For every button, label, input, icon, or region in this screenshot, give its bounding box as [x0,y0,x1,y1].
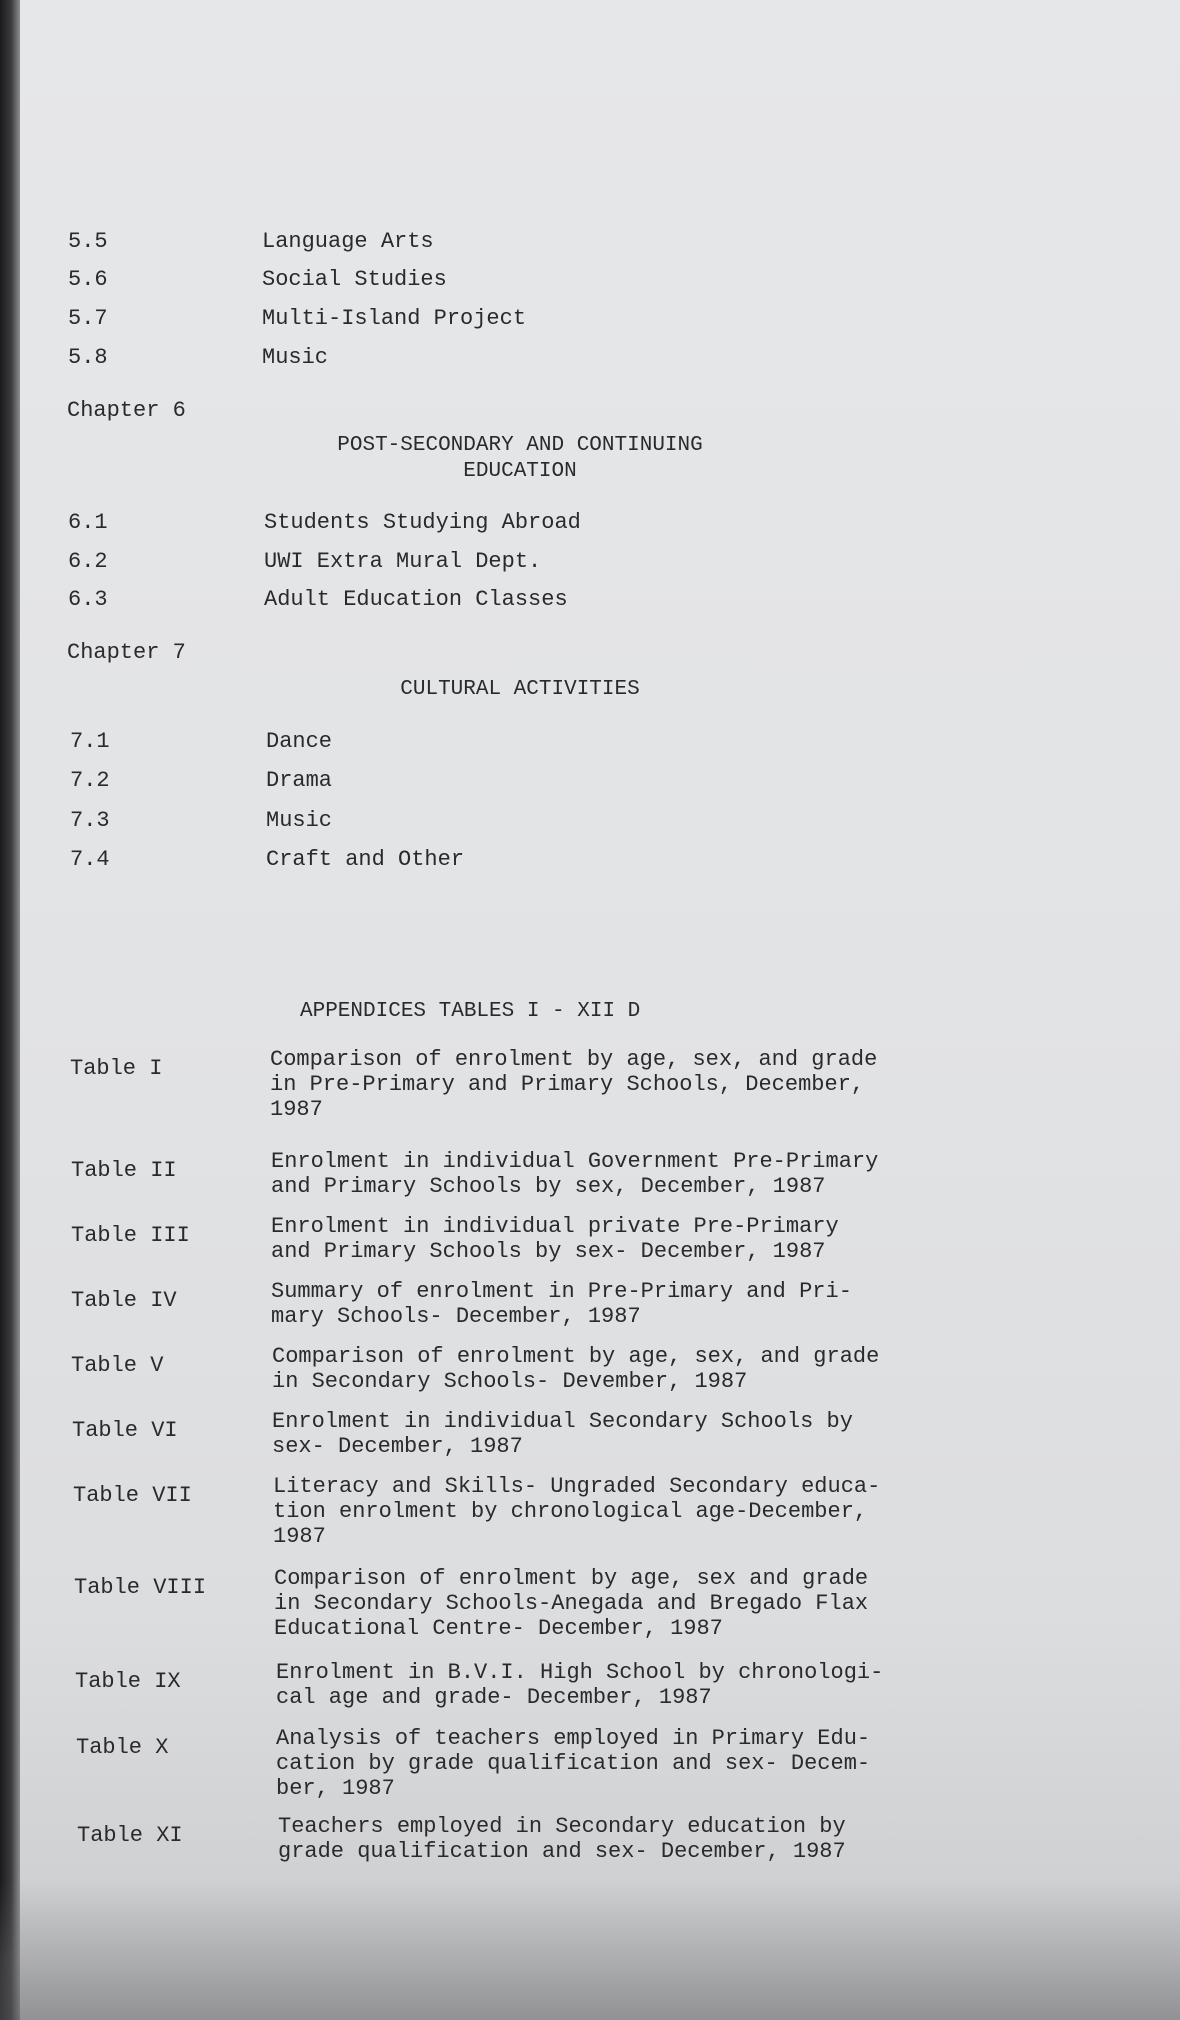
page-binding-edge [0,0,20,2020]
toc-entry-number: 6.2 [68,549,108,574]
appendix-table-label: Table X [76,1735,169,1760]
toc-entry-number: 5.8 [68,345,108,370]
chapter-heading-line: POST-SECONDARY AND CONTINUING [337,434,703,457]
chapter-heading-line: EDUCATION [463,460,577,483]
chapter-label: Chapter 7 [67,640,186,665]
toc-entry-number: 5.6 [68,267,108,292]
toc-entry-title: Music [266,808,333,833]
appendix-table-label: Table XI [77,1823,183,1848]
appendix-table-description: Enrolment in B.V.I. High School by chronologi- cal age and grade- December, 1987 [276,1660,884,1710]
toc-entry-number: 7.2 [70,768,110,793]
appendix-table-label: Table III [71,1223,190,1248]
appendix-table-description: Summary of enrolment in Pre-Primary and Pri- mary Schools- December, 1987 [271,1279,852,1329]
toc-entry-number: 7.4 [70,847,110,872]
chapter-heading [230,433,810,485]
appendix-table-label: Table VI [72,1418,178,1443]
toc-entry-title: Drama [266,768,333,793]
appendix-table-description: Teachers employed in Secondary education by grade qualification and sex- December, 1987 [278,1814,846,1864]
appendices-heading: APPENDICES TABLES I - XII D [300,1000,641,1023]
toc-entry-title: Dance [266,729,333,754]
toc-entry-title: Social Studies [262,267,447,292]
appendix-table-description: Comparison of enrolment by age, sex, and grade in Secondary Schools- Devember, 1987 [272,1344,880,1394]
toc-entry-number: 6.3 [68,587,108,612]
appendix-table-description: Enrolment in individual Government Pre-Primary and Primary Schools by sex, December, 1987 [271,1149,879,1199]
appendix-table-description: Comparison of enrolment by age, sex, and grade in Pre-Primary and Primary Schools, December, 1987 [270,1047,878,1122]
toc-entry-title: Students Studying Abroad [264,510,581,535]
toc-entry-number: 7.3 [70,808,110,833]
appendix-table-description: Enrolment in individual private Pre-Primary and Primary Schools by sex- December, 1987 [271,1214,839,1264]
toc-entry-title: Adult Education Classes [264,587,568,612]
toc-entry-title: Language Arts [262,229,434,254]
appendix-table-label: Table VII [73,1483,192,1508]
appendix-table-label: Table II [71,1158,177,1183]
chapter-heading: CULTURAL ACTIVITIES [400,678,640,701]
appendix-table-label: Table VIII [74,1575,207,1600]
appendix-table-description: Comparison of enrolment by age, sex and grade in Secondary Schools-Anegada and Bregado Flax Educational Centre- December, 1987 [274,1566,869,1641]
toc-entry-title: Music [262,345,329,370]
toc-entry-number: 7.1 [70,729,110,754]
page-bottom-shadow [0,1880,1180,2020]
chapter-label: Chapter 6 [67,398,186,423]
toc-entry-number: 5.7 [68,306,108,331]
toc-entry-number: 5.5 [68,229,108,254]
appendix-table-label: Table V [71,1353,164,1378]
toc-entry-number: 6.1 [68,510,108,535]
toc-entry-title: Craft and Other [266,847,465,872]
toc-entry-title: UWI Extra Mural Dept. [264,549,542,574]
appendix-table-description: Literacy and Skills- Ungraded Secondary educa- tion enrolment by chronological age-December, 1987 [273,1474,881,1549]
appendix-table-label: Table IV [71,1288,177,1313]
toc-entry-title: Multi-Island Project [262,306,527,331]
appendix-table-description: Analysis of teachers employed in Primary Edu- cation by grade qualification and sex- Decem- ber, 1987 [276,1726,871,1801]
appendix-table-description: Enrolment in individual Secondary Schools by sex- December, 1987 [272,1409,853,1459]
appendix-table-label: Table IX [75,1669,181,1694]
appendix-table-label: Table I [70,1056,163,1081]
